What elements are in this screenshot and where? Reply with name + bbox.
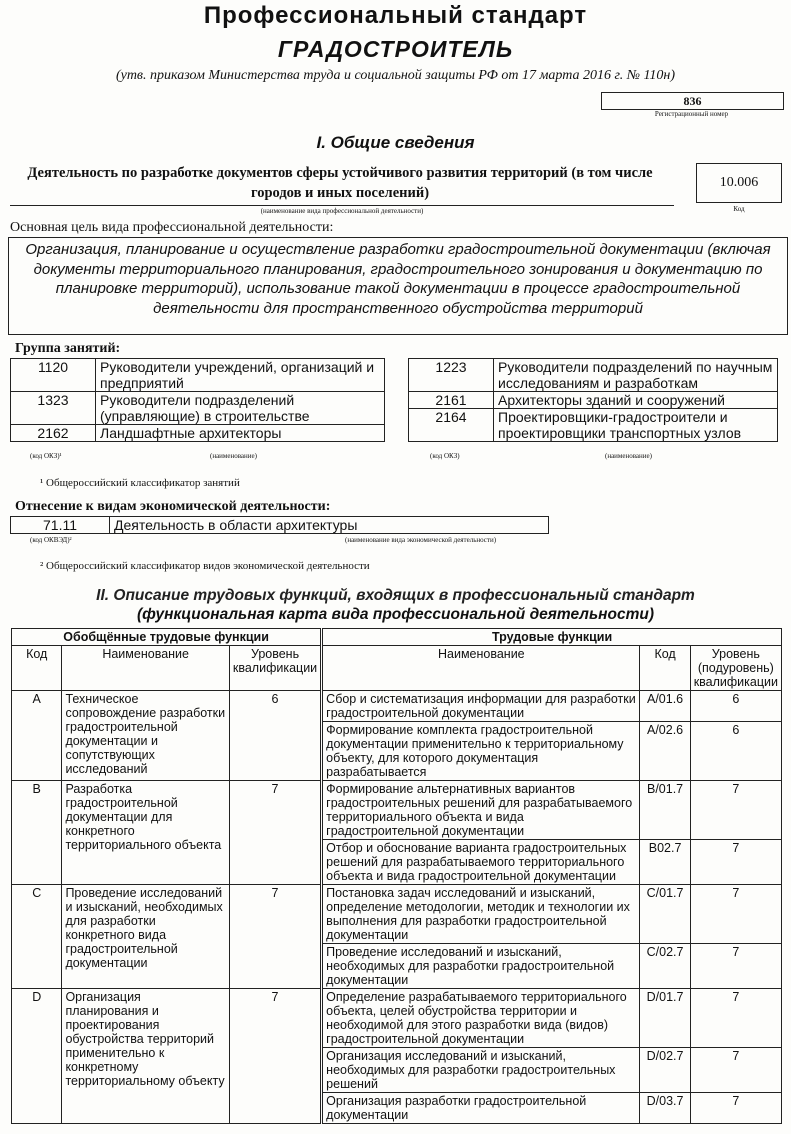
gf-level: 7 [229,885,321,989]
table-row [12,781,782,840]
col-level: Уровень квалификации [229,646,321,691]
activity-name: Деятельность по разработке документов сферы устойчивого развития территорий (в том числе городов и иных поселений) [27,165,653,201]
table-row [11,517,549,534]
tf-name: Организация разработки градостроительной документации [322,1093,640,1124]
activity-code-box: 10.006 [696,163,782,203]
table-header-row [12,646,782,691]
profession-title: ГРАДОСТРОИТЕЛЬ [277,36,514,62]
okved-code-caption: (код ОКВЭД)² [30,536,72,544]
approval-note: (утв. приказом Министерства труда и социальной защиты РФ от 17 марта 2016 г. № 110н) [115,68,676,83]
gf-code: B [12,781,62,885]
tf-name: Сбор и систематизация информации для разработки градостроительной документации [322,691,640,722]
okz-code: 1323 [11,392,96,425]
okz-code: 2164 [409,409,494,442]
tf-code: D/03.7 [640,1093,690,1124]
okz-name: Ландшафтные архитекторы [96,425,385,442]
okved-code: 71.11 [11,517,110,534]
occupation-groups-right-table [408,358,778,442]
tf-code: A/02.6 [640,722,690,781]
tf-name: Проведение исследований и изысканий, необходимых для разработки градостроительной документации [322,944,640,989]
gf-name: Проведение исследований и изысканий, необходимых для разработки конкретного вида градостроительной документации [62,885,229,989]
tf-level: 7 [690,1048,781,1093]
table-row [409,409,778,442]
table-row [11,392,385,425]
tf-name: Формирование комплекта градостроительной документации применительно к территориальному объекту, для которого документация разрабатывается [322,722,640,781]
occupation-groups-label: Группа занятий: [15,341,121,356]
tf-code: D/01.7 [640,989,690,1048]
footnote-1: ¹ Общероссийский классификатор занятий [40,477,240,489]
col-function-code: Код [640,646,690,691]
goal-label: Основная цель вида профессиональной деятельности: [10,220,334,235]
gf-code: D [12,989,62,1124]
footnote-2: ² Общероссийский классификатор видов экономической деятельности [40,560,370,572]
gf-name: Техническое сопровождение разработки градостроительной документации и сопутствующих исследований [62,691,229,781]
okz-code: 2162 [11,425,96,442]
table-header-row [12,629,782,646]
table-row [12,885,782,944]
table-row [11,425,385,442]
tf-code: D/02.7 [640,1048,690,1093]
functional-map-table [11,628,782,1124]
tf-level: 7 [690,944,781,989]
okz-name: Руководители учреждений, организаций и предприятий [96,359,385,392]
economic-activity-table [10,516,549,534]
tf-name: Отбор и обоснование варианта градостроительных решений для разрабатываемого территориального объекта и вида градостроительной документации [322,840,640,885]
tf-level: 7 [690,989,781,1048]
gf-code: C [12,885,62,989]
goal-text: Организация, планирование и осуществление разработки градостроительной документации (включая документы территориального планирования, градостроительного зонирования и документацию по планировке территорий), использование такой документации в процессе градостроительной деятельности для пространственного обустройства территорий [8,237,788,335]
okz-name: Руководители подразделений по научным исследованиям и разработкам [494,359,778,392]
activity-caption: (наименование вида профессиональной деятельности) [260,207,424,215]
okz-code-caption: (код ОКЗ)¹ [30,452,62,460]
col-sublevel: Уровень (подуровень) квалификации [690,646,781,691]
tf-code: C/02.7 [640,944,690,989]
gf-code: A [12,691,62,781]
tf-code: C/01.7 [640,885,690,944]
tf-level: 7 [690,885,781,944]
registration-number-caption: Регистрационный номер [654,110,729,118]
col-function-name: Наименование [322,646,640,691]
table-row [12,691,782,722]
tf-level: 6 [690,691,781,722]
table-row [12,989,782,1048]
gf-level: 7 [229,989,321,1124]
occupation-groups-left-table [10,358,385,442]
okz-name: Руководители подразделений (управляющие) в строительстве [96,392,385,425]
section-2-title: II. Описание трудовых функций, входящих в профессиональный стандарт [96,587,695,604]
header-labor-functions: Трудовые функции [322,629,782,646]
tf-code: B/01.7 [640,781,690,840]
table-row [409,392,778,409]
col-name: Наименование [62,646,229,691]
table-row [11,359,385,392]
okz-name: Архитекторы зданий и сооружений [494,392,778,409]
col-code: Код [12,646,62,691]
okved-name-caption: (наименование вида экономической деятельности) [345,536,497,544]
section-2-subtitle: (функциональная карта вида профессиональной деятельности) [136,606,655,623]
gf-name: Разработка градостроительной документации для конкретного территориального объекта [62,781,229,885]
economic-activity-label: Отнесение к видам экономической деятельности: [15,499,331,514]
okz-code: 2161 [409,392,494,409]
tf-level: 7 [690,1093,781,1124]
activity-code-caption: Код [733,205,745,213]
gf-name: Организация планирования и проектирования обустройства территорий применительно к конкретному территориальному объекту [62,989,229,1124]
okz-name: Проектировщики-градостроители и проектировщики транспортных узлов [494,409,778,442]
tf-name: Организация исследований и изысканий, необходимых для разработки градостроительных решений [322,1048,640,1093]
okz-code: 1120 [11,359,96,392]
header-generalized-functions: Обобщённые трудовые функции [12,629,322,646]
okz-code: 1223 [409,359,494,392]
gf-level: 7 [229,781,321,885]
gf-level: 6 [229,691,321,781]
okz-name-caption: (наименование) [210,452,257,460]
okz-name-caption-right: (наименование) [605,452,652,460]
tf-code: A/01.6 [640,691,690,722]
tf-name: Формирование альтернативных вариантов градостроительных решений для разрабатываемого территориального объекта и вида градостроительной документации [322,781,640,840]
table-row [409,359,778,392]
tf-name: Постановка задач исследований и изысканий, определение методологии, методик и технологии их выполнения для разработки градостроительной документации [322,885,640,944]
tf-level: 7 [690,840,781,885]
tf-level: 7 [690,781,781,840]
tf-code: B02.7 [640,840,690,885]
okz-code-caption-right: (код ОКЗ) [430,452,460,460]
tf-level: 6 [690,722,781,781]
tf-name: Определение разрабатываемого территориального объекта, целей обустройства территории и необходимой для этого разработки вида (видов) градостроительной документации [322,989,640,1048]
section-1-title: I. Общие сведения [316,133,475,152]
standard-title: Профессиональный стандарт [203,2,588,29]
okved-name: Деятельность в области архитектуры [110,517,549,534]
registration-number-box: 836 [601,92,784,110]
activity-underline [10,205,674,206]
